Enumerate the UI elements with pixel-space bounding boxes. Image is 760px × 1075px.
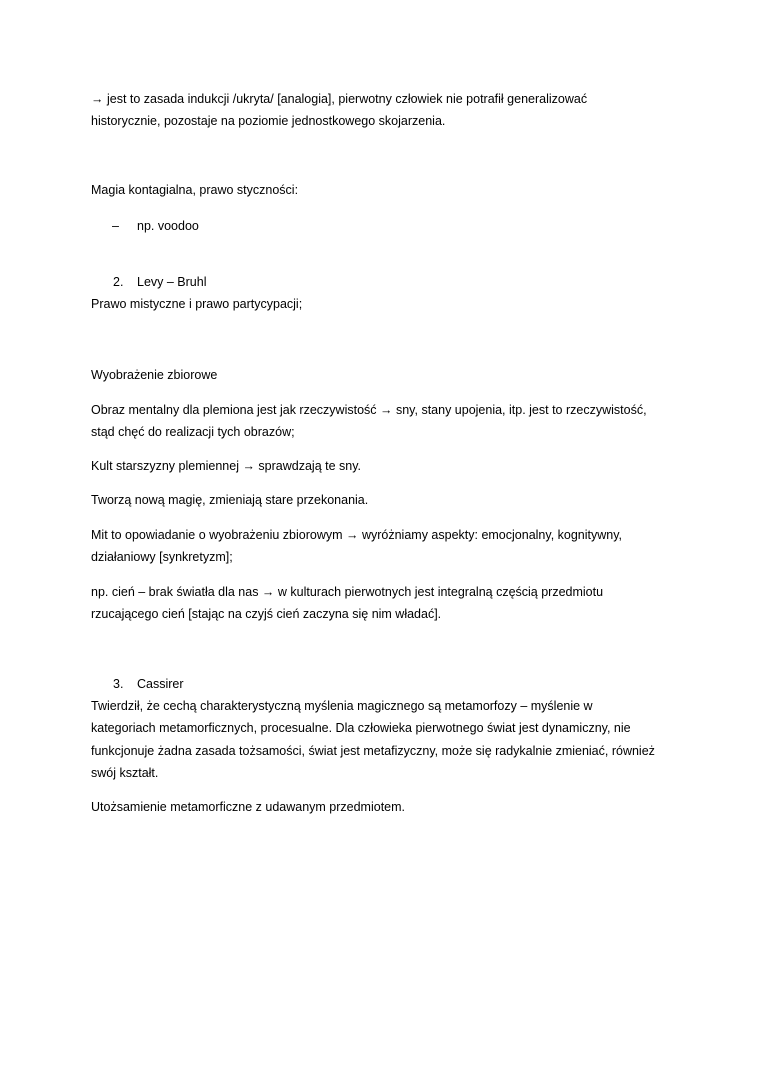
dash-bullet-icon: –: [112, 219, 119, 233]
paragraph-line: funkcjonuje żadna zasada tożsamości, świat jest metafizyczny, może się radykalnie zmieniać, również: [91, 744, 655, 758]
paragraph-line: Kult starszyzny plemiennej → sprawdzają te sny.: [91, 459, 362, 473]
list-number: 3.: [113, 677, 124, 691]
paragraph-line: → jest to zasada indukcji /ukryta/ [analogia], pierwotny człowiek nie potrafił generalizować: [91, 92, 588, 106]
bullet-text: np. voodoo: [137, 219, 199, 233]
list-item-title: Cassirer: [137, 677, 184, 691]
paragraph-line: Obraz mentalny dla plemiona jest jak rzeczywistość → sny, stany upojenia, itp. jest to rzeczywistość,: [91, 403, 647, 417]
paragraph-line: kategoriach metamorficznych, procesualne. Dla człowieka pierwotnego świat jest dynamiczny, nie: [91, 721, 631, 735]
paragraph-line: Tworzą nową magię, zmieniają stare przekonania.: [91, 493, 369, 507]
paragraph-line: rzucającego cień [stając na czyjś cień zaczyna się nim władać].: [91, 607, 442, 621]
paragraph-line: swój kształt.: [91, 766, 159, 780]
paragraph-line: stąd chęć do realizacji tych obrazów;: [91, 425, 295, 439]
section-heading: Magia kontagialna, prawo styczności:: [91, 183, 299, 197]
list-number: 2.: [113, 275, 124, 289]
list-item-title: Levy – Bruhl: [137, 275, 207, 289]
paragraph-line: Mit to opowiadanie o wyobrażeniu zbiorowym → wyróżniamy aspekty: emocjonalny, kognitywny,: [91, 528, 623, 542]
paragraph-line: np. cień – brak światła dla nas → w kulturach pierwotnych jest integralną częścią przedmiotu: [91, 585, 604, 599]
paragraph-line: historycznie, pozostaje na poziomie jednostkowego skojarzenia.: [91, 114, 446, 128]
paragraph-line: Twierdził, że cechą charakterystyczną myślenia magicznego są metamorfozy – myślenie w: [91, 699, 593, 713]
paragraph-line: Prawo mistyczne i prawo partycypacji;: [91, 297, 303, 311]
section-heading: Wyobrażenie zbiorowe: [91, 368, 218, 382]
paragraph-line: Utożsamienie metamorficzne z udawanym przedmiotem.: [91, 800, 406, 814]
paragraph-line: działaniowy [synkretyzm];: [91, 550, 233, 564]
